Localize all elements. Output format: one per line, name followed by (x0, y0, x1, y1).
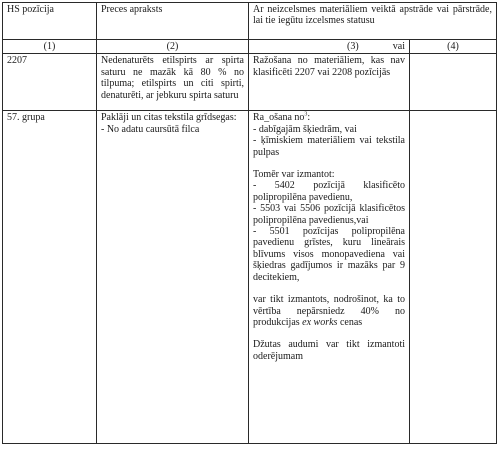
condition-item: - dabīgajām šķiedrām, vai (253, 123, 357, 135)
condition-item: - ķīmiskiem materiāliem vai tekstila pulpas (253, 135, 405, 158)
header-hs: HS pozīcija (3, 3, 97, 40)
col-number-4: (4) (410, 40, 497, 54)
col-number-3-cell (249, 40, 410, 54)
condition-item: - 5402 pozīcijā klasificēto polipropilēna pavedienu, (253, 180, 405, 203)
row-alt-condition (410, 111, 497, 444)
condition-item: - 5503 vai 5506 pozīcijā klasificētos polipropilēna pavedienus,vai (253, 203, 405, 226)
table-row (3, 54, 497, 111)
footnote-ref: 3 (304, 112, 308, 119)
condition-exception-heading: Tomēr var izmantot: (253, 169, 335, 181)
condition-value-clause: var tikt izmantots, nodrošinot, ka to vērtība nepārsniedz 40% no produkcijas ex works cenas (253, 294, 405, 328)
header-description: Preces apraksts (97, 3, 249, 40)
col-number-or: vai (392, 41, 405, 52)
table-row (3, 111, 497, 444)
row-description: Nedenaturēts etilspirts ar spirta saturu ne mazāk kā 80 % no tilpuma; etilspirts un citi spirti, denaturēti, ar jebkuru spirta saturu (97, 54, 249, 111)
row-condition (249, 111, 410, 444)
col-number-3: (3) (347, 41, 359, 52)
col-number-1: (1) (3, 40, 97, 54)
row-description (97, 111, 249, 444)
row-hs-code: 57. grupa (3, 111, 97, 444)
rules-table (2, 2, 497, 444)
row-alt-condition (410, 54, 497, 111)
description-heading: Paklāji un citas tekstila grīdsegas: (101, 112, 237, 124)
condition-item: - 5501 pozīcijas polipropilēna pavedienu grīstes, kuru lineārais blīvums visos monopavediena vai šķiedras gadījumos ir mazāks par 9 decitekiem, (253, 226, 405, 283)
col-number-2: (2) (97, 40, 249, 54)
column-number-row (3, 40, 497, 54)
condition-intro: Ra_ošana $no^3$: (253, 112, 311, 124)
description-item: - No adatu caursūtā filca (101, 123, 200, 135)
header-row (3, 3, 497, 40)
row-hs-code: 2207 (3, 54, 97, 111)
row-condition: Ražošana no materiāliem, kas nav klasificēti 2207 vai 2208 pozīcijās (249, 54, 410, 111)
condition-lining-note: Džutas audumi var tikt izmantoti oderējumam (253, 339, 405, 362)
header-condition: Ar neizcelsmes materiāliem veiktā apstrāde vai pārstrāde, lai tie iegūtu izcelsmes statusu (249, 3, 497, 40)
